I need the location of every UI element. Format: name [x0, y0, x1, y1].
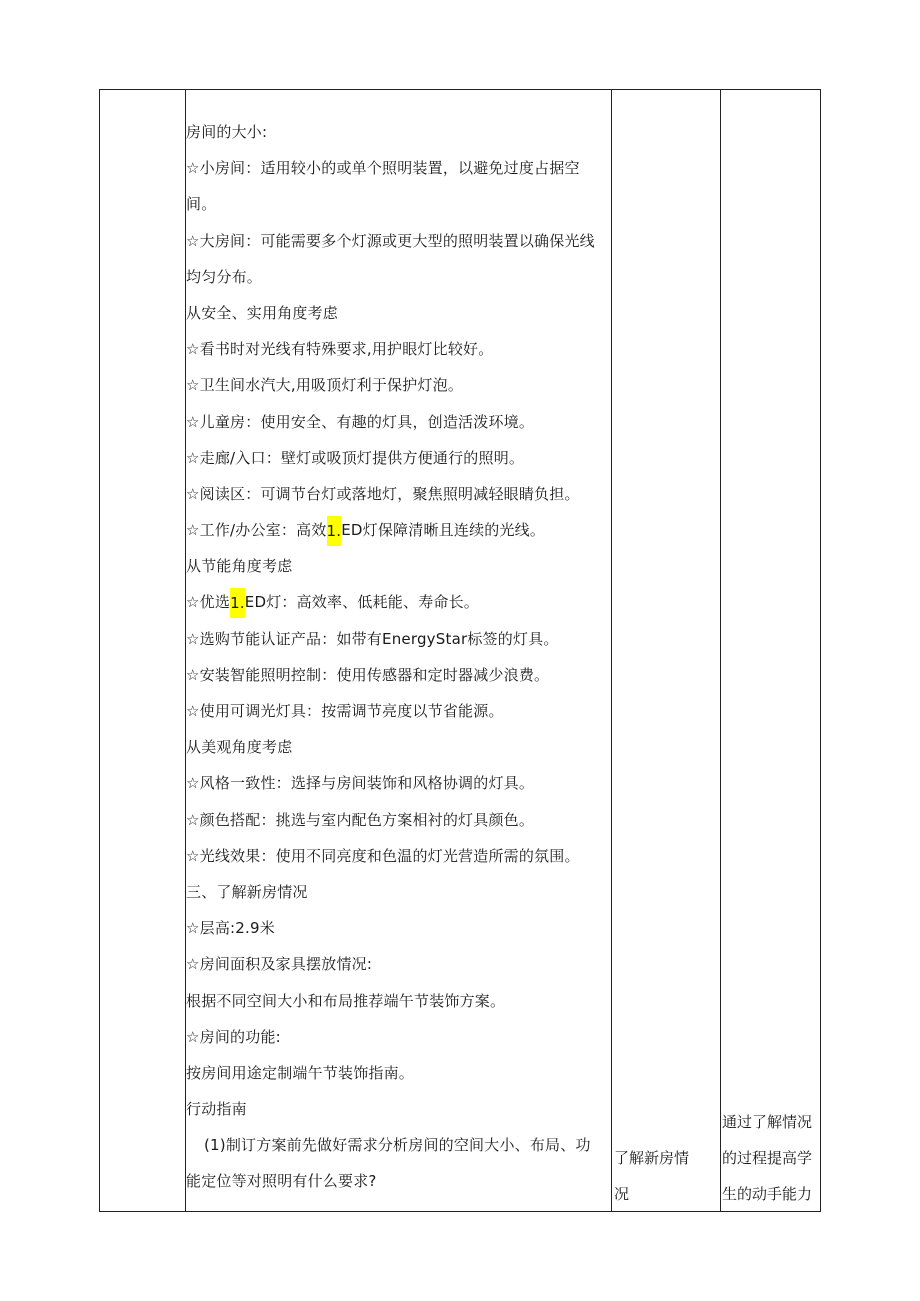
text-line: ☆风格一致性：选择与房间装饰和风格协调的灯具。 [186, 774, 535, 793]
office-suffix: ED灯保障清晰且连续的光线。 [341, 521, 546, 540]
text-line: ☆走廊/入口：壁灯或吸顶灯提供方便通行的照明。 [186, 448, 525, 467]
design-intent-cell [722, 1104, 820, 1212]
text-line: ☆卫生间水汽大,用吸顶灯利于保护灯泡。 [186, 376, 464, 395]
text-line: 间。 [186, 195, 217, 214]
text-line-led [186, 584, 606, 620]
text-line: ☆看书时对光线有特殊要求,用护眼灯比较好。 [186, 340, 494, 359]
text-line: ☆阅读区：可调节台灯或落地灯，聚焦照明减轻眼睛负担。 [186, 484, 580, 503]
text-line-office [186, 512, 606, 548]
highlighted-text: 1. [327, 516, 342, 546]
text-line: ☆房间面积及家具摆放情况: [186, 955, 373, 974]
text-line: 均匀分布。 [186, 267, 263, 286]
task-line: 能定位等对照明有什么要求? [186, 1172, 377, 1191]
text-line: 根据不同空间大小和布局推荐端午节装饰方案。 [186, 991, 506, 1010]
highlighted-text: 1. [230, 588, 245, 618]
cell-text: 的过程提高学 [722, 1149, 813, 1167]
section-heading: 行动指南 [186, 1100, 247, 1119]
teaching-content-cell [186, 114, 606, 1200]
text-line: 按房间用途定制端午节装饰指南。 [186, 1063, 415, 1082]
student-activity-cell [614, 1140, 714, 1212]
text-line: 房间的大小: [186, 123, 268, 141]
text-line: ☆颜色搭配：挑选与室内配色方案相衬的灯具颜色。 [186, 810, 535, 829]
section-heading: 从节能角度考虑 [186, 557, 293, 576]
text-line: ☆层高:2.9米 [186, 919, 275, 938]
cell-text: 生的动手能力 [722, 1185, 813, 1203]
text-line: ☆房间的功能: [186, 1027, 281, 1046]
section-heading: 三、了解新房情况 [186, 882, 308, 901]
text-line: ☆选购节能认证产品：如带有EnergyStar标签的灯具。 [186, 629, 559, 648]
cell-text: 通过了解情况 [722, 1113, 813, 1131]
text-line: ☆小房间：适用较小的或单个照明装置，以避免过度占据空 [186, 159, 580, 178]
office-prefix: ☆工作/办公室：高效 [186, 521, 327, 540]
section-heading: 从安全、实用角度考虑 [186, 303, 339, 322]
led-suffix: ED灯：高效率、低耗能、寿命长。 [244, 593, 480, 612]
text-line: ☆儿童房：使用安全、有趣的灯具，创造活泼环境。 [186, 412, 535, 431]
text-line: ☆安装智能照明控制：使用传感器和定时器减少浪费。 [186, 665, 550, 684]
text-line: ☆光线效果：使用不同亮度和色温的灯光营造所需的氛围。 [186, 846, 580, 865]
cell-text: 况 [614, 1185, 630, 1203]
section-heading: 从美观角度考虑 [186, 738, 293, 757]
task-line: (1)制订方案前先做好需求分析房间的空间大小、布局、功 [204, 1136, 591, 1155]
column-divider [720, 89, 721, 1212]
text-line: ☆大房间：可能需要多个灯源或更大型的照明装置以确保光线 [186, 231, 595, 250]
text-line: ☆使用可调光灯具：按需调节亮度以节省能源。 [186, 702, 504, 720]
column-divider [611, 89, 612, 1212]
cell-text: 了解新房情 [614, 1149, 690, 1167]
led-prefix: ☆优选 [186, 593, 231, 612]
